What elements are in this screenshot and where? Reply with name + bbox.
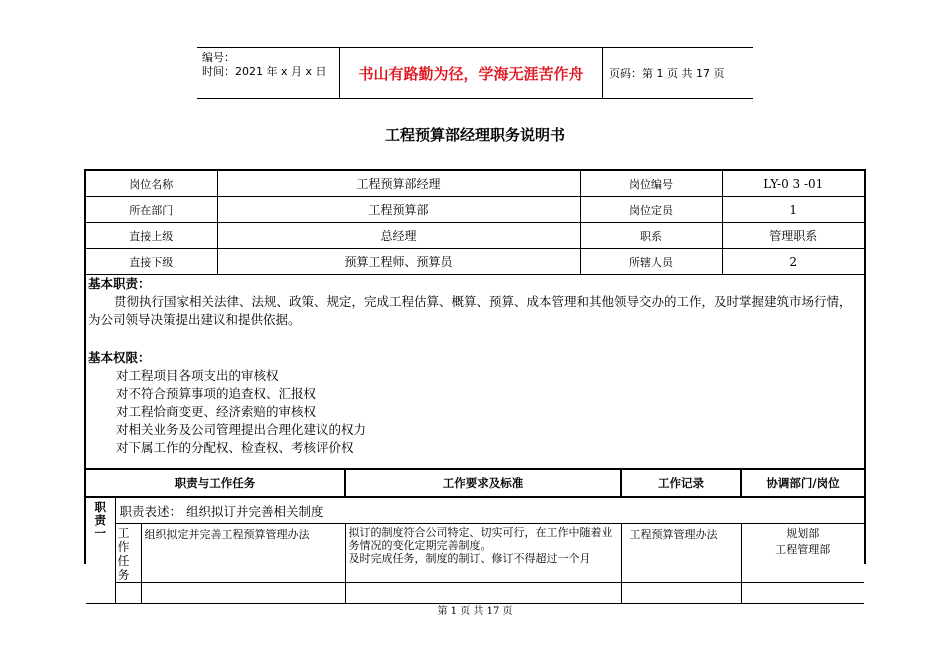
duties-table bbox=[86, 468, 864, 604]
job-description-frame bbox=[84, 169, 866, 582]
task-row bbox=[86, 524, 864, 583]
rights-item: 对相关业务及公司管理提出合理化建议的权力 bbox=[116, 422, 367, 437]
info-label: 所辖人员 bbox=[580, 249, 722, 275]
header-meta bbox=[197, 48, 340, 98]
info-row bbox=[86, 197, 864, 223]
info-value: 工程预算部 bbox=[217, 197, 580, 223]
task-label: 工作任务 bbox=[115, 524, 141, 583]
duties-header-row bbox=[86, 469, 864, 497]
header-coordination: 协调部门/岗位 bbox=[741, 469, 864, 497]
info-row bbox=[86, 171, 864, 197]
duty-description: 职责表述： 组织拟订并完善相关制度 bbox=[115, 497, 864, 524]
basic-duty-section bbox=[88, 275, 856, 329]
header-page-info: 页码：第 1 页 共 17 页 bbox=[609, 67, 725, 80]
header-motto: 书山有路勤为径，学海无涯苦作舟 bbox=[340, 48, 603, 98]
header-work-record: 工作记录 bbox=[621, 469, 741, 497]
info-label: 岗位名称 bbox=[86, 171, 217, 197]
basic-rights-section bbox=[88, 349, 366, 457]
info-label: 岗位定员 bbox=[580, 197, 722, 223]
info-value: 预算工程师、预算员 bbox=[217, 249, 580, 275]
page-footer: 第 1 页 共 17 页 bbox=[437, 606, 513, 617]
info-value: 工程预算部经理 bbox=[217, 171, 580, 197]
duty-description-row bbox=[86, 497, 864, 524]
task-row-continuation bbox=[86, 583, 864, 604]
coord-dept: 规划部 bbox=[786, 527, 820, 540]
info-label: 岗位编号 bbox=[580, 171, 722, 197]
task-coordination bbox=[741, 524, 864, 583]
info-label: 职系 bbox=[580, 223, 722, 249]
requirement-line: 拟订的制度符合公司特定、切实可行，在工作中随着业务情况的变化定期完善制度。 bbox=[348, 526, 613, 552]
document-title: 工程预算部经理职务说明书 bbox=[384, 126, 565, 144]
requirement-line: 及时完成任务，制度的制订、修订不得超过一个月 bbox=[348, 552, 591, 565]
rights-item: 对下属工作的分配权、检查权、考核评价权 bbox=[116, 440, 354, 455]
header-requirements: 工作要求及标准 bbox=[345, 469, 621, 497]
page-header bbox=[197, 47, 753, 99]
info-row bbox=[86, 249, 864, 275]
rights-item: 对不符合预算事项的追查权、汇报权 bbox=[116, 386, 317, 401]
basic-duty-heading: 基本职责： bbox=[88, 276, 151, 291]
task-requirement bbox=[345, 524, 621, 583]
header-duties-tasks: 职责与工作任务 bbox=[86, 469, 345, 497]
rights-item: 对工程项目各项支出的审核权 bbox=[116, 368, 279, 383]
rights-item: 对工程恰商变更、经济索赔的审核权 bbox=[116, 404, 317, 419]
info-value: LY-0 3 -01 bbox=[722, 171, 864, 197]
doc-date: 时间：2021 年 x 月 x 日 bbox=[202, 65, 327, 78]
info-value: 管理职系 bbox=[722, 223, 864, 249]
coord-dept: 工程管理部 bbox=[775, 543, 831, 556]
info-label: 所在部门 bbox=[86, 197, 217, 223]
duty-number: 职责一 bbox=[86, 497, 115, 604]
position-info-table bbox=[86, 171, 864, 275]
doc-number-label: 编号： bbox=[202, 51, 235, 64]
basic-rights-heading: 基本权限： bbox=[88, 350, 151, 365]
info-row bbox=[86, 223, 864, 249]
info-value: 1 bbox=[722, 197, 864, 223]
info-value: 2 bbox=[722, 249, 864, 275]
task-record: 工程预算管理办法 bbox=[621, 524, 741, 583]
info-label: 直接下级 bbox=[86, 249, 217, 275]
basic-duty-text: 贯彻执行国家相关法律、法规、政策、规定，完成工程估算、概算、预算、成本管理和其他领导交办的工作，及时掌握建筑市场行情，为公司领导决策提出建议和提供依据。 bbox=[88, 294, 852, 327]
task-text: 组织拟定并完善工程预算管理办法 bbox=[141, 524, 345, 583]
info-value: 总经理 bbox=[217, 223, 580, 249]
info-label: 直接上级 bbox=[86, 223, 217, 249]
